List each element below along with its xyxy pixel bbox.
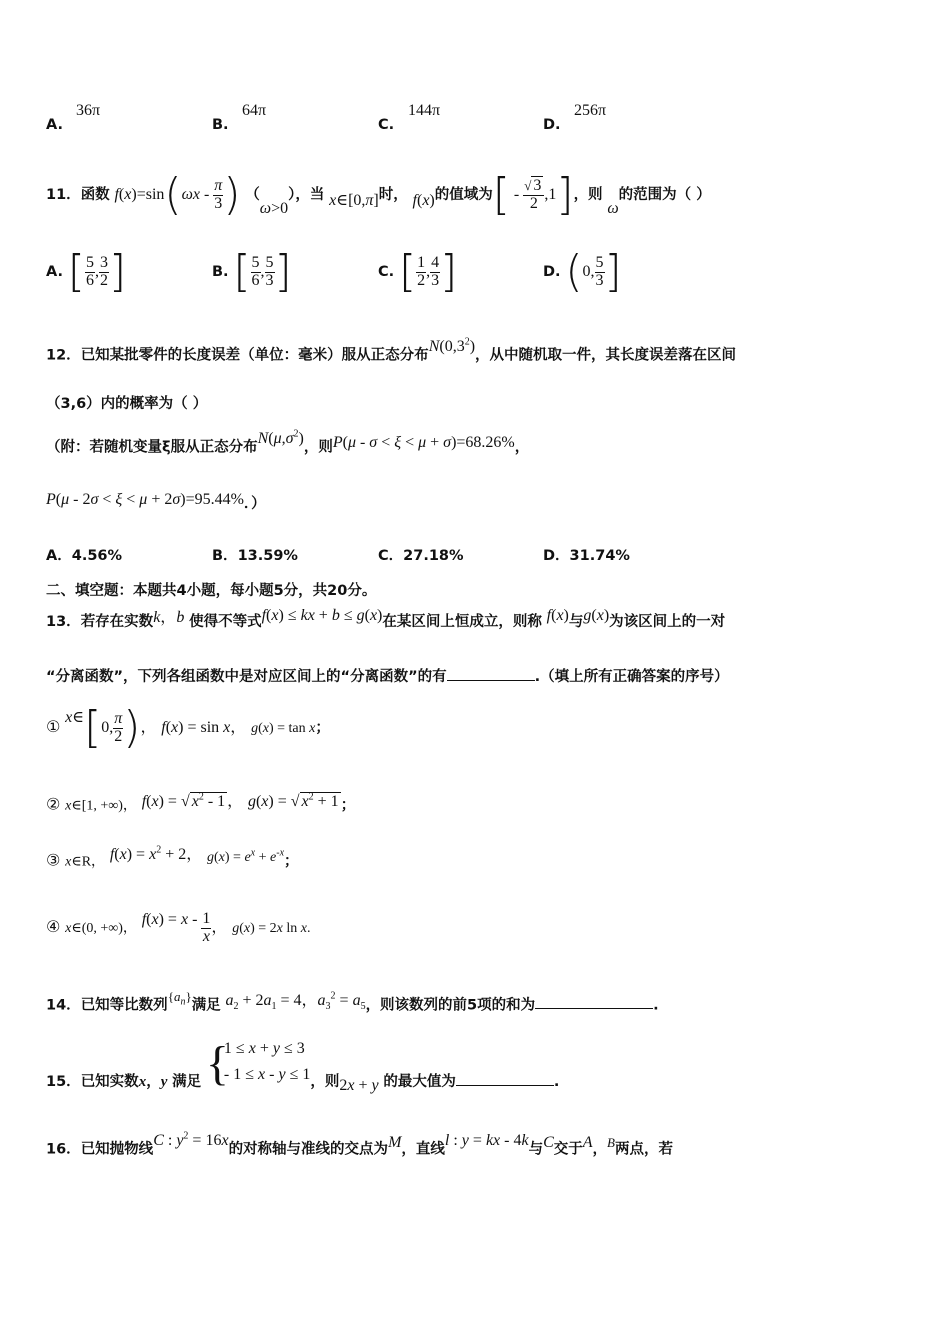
q16-text-5: 交于 [553,1141,583,1158]
q14-text-4: . [653,997,659,1014]
q14-text-1: 已知等比数列 [80,997,168,1014]
q16-text-2: 的对称轴与准线的交点为 [228,1141,389,1158]
q11-range: [ [492,169,510,220]
q13-item-1: ① x∈[0, $\frac{\pi}{2}$ )， f(x) = sin x， g(x) = tan x； [46,702,330,753]
q12-stem-line2: （3,6）内的概率为（ ） [46,396,208,412]
q13-item-3: ③ x∈R， $f(x) = x^2 + 2$， $g(x) = e^x + e^{-x}$； [46,845,299,870]
q11-text-1: 函数 [80,187,110,203]
q13-item-4: ④ x∈(0, +∞)， f(x) = x - $\frac{1}{x}$ ， g(x) = 2x ln x. [46,909,311,945]
letter: B． [212,548,238,564]
num: 4 [431,253,440,271]
bracket: [ [233,246,251,297]
q11-option-a: A. [ $\frac{5}{6}$ , $\frac{3}{2}$ ] [46,246,127,297]
q10-option-a-letter: A. [46,117,63,133]
q16-text-7: 两点，若 [614,1141,673,1158]
den: 3 [595,271,604,289]
num: 1 [417,253,426,271]
q13-stem-line1: 13．若存在实数k，b 使得不等式f(x) ≤ kx + b ≤ g(x)在某区间上恒成立，则称 f(x)与g(x)为该区间上的一对 [46,607,726,630]
q14-text-3: ，则该数列的前5项的和为 [365,997,536,1014]
q16-line: l : y = kx - 4k [444,1132,529,1150]
q10-option-c-letter: C. [378,117,395,133]
q12-option-a [46,544,122,565]
q13-text-2: 使得不等式 [189,614,262,630]
q15-text-5: . [553,1074,560,1090]
q11-text-5: 的值域为 [434,187,493,203]
q11-option-d: D. (0, $\frac{5}{3}$ ] [543,246,622,297]
value: 0 [582,263,591,280]
q13-number: 13． [46,614,81,630]
q12-note-text-2: ，则 [303,439,333,456]
q12-note-line1: （附：若随机变量ξ服从正态分布$N(\mu,\sigma^2)$，则P(μ - σ < ξ < μ + σ)=68.26%， [46,429,530,456]
q15-constraints: { 1 ≤ x + y ≤ 3 - 1 ≤ x - y ≤ 1 [205,1037,311,1090]
q10-option-d-letter: D. [543,117,561,133]
value: 31.74% [569,548,630,564]
q12-prob-2: P [46,491,56,508]
q11-fx: f [412,192,417,209]
num: 5 [85,253,94,271]
q14-stem [46,986,659,1027]
q14-number: 14． [46,997,81,1014]
q12-option-b [212,544,298,565]
q11-option-b-letter: B. [212,264,229,280]
q12-note-text-4: ．） [243,496,266,512]
q13-text-6: “分离函数”，下列各组函数中是对应区间上的“分离函数”的有 [46,669,447,685]
q11-text-6: ，则 [573,187,603,203]
q11-stem: 11．函数 f(x)=sin(ωx - $\frac{\pi}{3}$ ) （ω>0），当 x∈[0,π]时， f(x)的值域为[ - $\frac{√ 3}{2}$ ,1]，则 ω的范围为（ ） [46,169,711,220]
letter: A． [46,548,72,564]
q11-text-4: 时， [378,187,408,203]
q16-text-6: ， [592,1141,608,1158]
q12-note-dist: N [257,430,269,448]
q15-text-1: 已知实数 [80,1074,139,1090]
bracket: ] [108,246,127,297]
q14-answer-blank[interactable] [535,1008,653,1009]
q12-prob-1: P [332,434,343,452]
q13-answer-blank[interactable] [447,680,535,681]
item-number: ① [46,717,61,736]
q10-option-d-value: 256π [574,102,607,119]
q16-text-4: 与 [528,1141,544,1158]
q13-text-4: 与 [568,614,584,630]
num: 5 [265,253,274,271]
num: 5 [595,253,604,271]
q11-text-3: ），当 [288,187,325,203]
q13-gx: g [583,607,592,624]
den: 6 [251,271,260,289]
q11-domain: x [329,192,337,209]
q16-stem: 16．已知抛物线C : $y^2 = 16x$的对称轴与准线的交点为M，直线l : y = kx - 4k与C交于A，B两点，若 [46,1131,673,1158]
q13-text-5: 为该区间上的一对 [609,614,726,630]
num: 3 [99,253,108,271]
q13-item-2: ② x∈[1, +∞)， f(x) = √ $x^2 - 1$ ， g(x) = √ $x^2 + 1$ ； [46,792,356,814]
q15-text-2: 满足 [172,1074,202,1090]
q13-text-3: 在某区间上恒成立，则称 [382,614,542,630]
q11-option-b: B. [ $\frac{5}{6}$ , $\frac{5}{3}$ ] [212,246,292,297]
q12-prob-2-value: =95.44% [185,491,244,508]
den: 3 [431,271,440,289]
item-number: ④ [46,917,61,936]
q16-number: 16． [46,1141,81,1158]
letter: D． [543,548,570,564]
den: 2 [99,271,108,289]
value: 4.56% [71,548,123,564]
q10-option-c-value: 144π [408,102,441,119]
q11-text-2: （ [245,187,260,203]
q12-number: 12． [46,347,81,364]
q12-normal-dist: N [428,338,440,356]
den: 3 [265,271,274,289]
item-number: ③ [46,850,61,870]
q15-answer-blank[interactable] [456,1085,554,1086]
den: 6 [85,271,94,289]
q14-text-2: 满足 [191,997,221,1014]
q14-condition: $a_2 + 2a_1 = 4$，$a_3^2 = a_5$ [225,991,366,1013]
q12-prob-1-value: =68.26% [456,434,515,452]
q12-stem-line1: 12．已知某批零件的长度误差（单位：毫米）服从正态分布$N(0,3^2)$，从中随机取一件，其长度误差落在区间 [46,337,737,364]
q14-sequence: $\{a_n\}$ [167,989,192,1008]
bracket: ( [565,246,583,297]
q10-option-b-letter: B. [212,117,229,133]
q15-text-3: ，则 [310,1074,340,1090]
q13-text-7: .（填上所有正确答案的序号） [534,669,729,685]
q15-number: 15． [46,1074,81,1090]
bracket: [ [398,246,417,297]
q12-option-c [378,544,464,565]
q11-option-c: C. [ $\frac{1}{2}$ , $\frac{4}{3}$ ] [378,246,458,297]
q13-fx: f [546,607,552,624]
q11-option-d-letter: D. [543,264,561,280]
q10-option-b-value: 64π [242,102,267,119]
letter: C． [378,548,404,564]
q13-stem-line2 [46,665,729,686]
q13-kb: k [153,609,161,626]
q11-omega-cond: ω [259,200,272,217]
q16-parabola: C : $y^2 = 16x$ [153,1131,229,1150]
q12-note-text-3: ， [514,439,530,456]
q13-inequality: f [261,607,267,624]
q16-text-3: ，直线 [401,1141,445,1158]
q15-stem: 15．已知实数x，y 满足 { 1 ≤ x + y ≤ 3 - 1 ≤ x - y ≤ 1 ，则2x + y 的最大值为 . [46,1037,560,1094]
q11-option-c-letter: C. [378,264,395,280]
num: 5 [251,253,260,271]
bracket: ] [604,246,622,297]
q11-function-expr: f [114,186,119,203]
value: 27.18% [403,548,464,564]
q15-text-4: 的最大值为 [383,1074,456,1090]
q12-note-text-1: （附：若随机变量ξ服从正态分布 [46,439,258,456]
q12-text-1: 已知某批零件的长度误差（单位：毫米）服从正态分布 [80,347,429,364]
bracket: [ [67,246,85,297]
q11-option-a-letter: A. [46,264,63,280]
q12-note-line2: P(μ - 2σ < ξ < μ + 2σ)=95.44%．） [46,491,266,512]
q11-omega: ω [607,200,619,217]
q16-text-1: 已知抛物线 [80,1141,154,1158]
q11-text-7: 的范围为（ ） [618,187,711,203]
bracket: ] [274,246,292,297]
q10-option-a-value: 36π [76,102,101,119]
q12-option-d [543,544,630,565]
value: 13.59% [237,548,298,564]
den: 2 [417,271,426,289]
q11-number: 11． [46,187,81,203]
q13-text-1: 若存在实数 [80,614,154,630]
bracket: ] [440,246,458,297]
q12-text-2: ，从中随机取一件，其长度误差落在区间 [475,347,737,364]
item-number: ② [46,794,61,814]
section-heading: 二、填空题：本题共4小题，每小题5分，共20分。 [46,583,377,599]
